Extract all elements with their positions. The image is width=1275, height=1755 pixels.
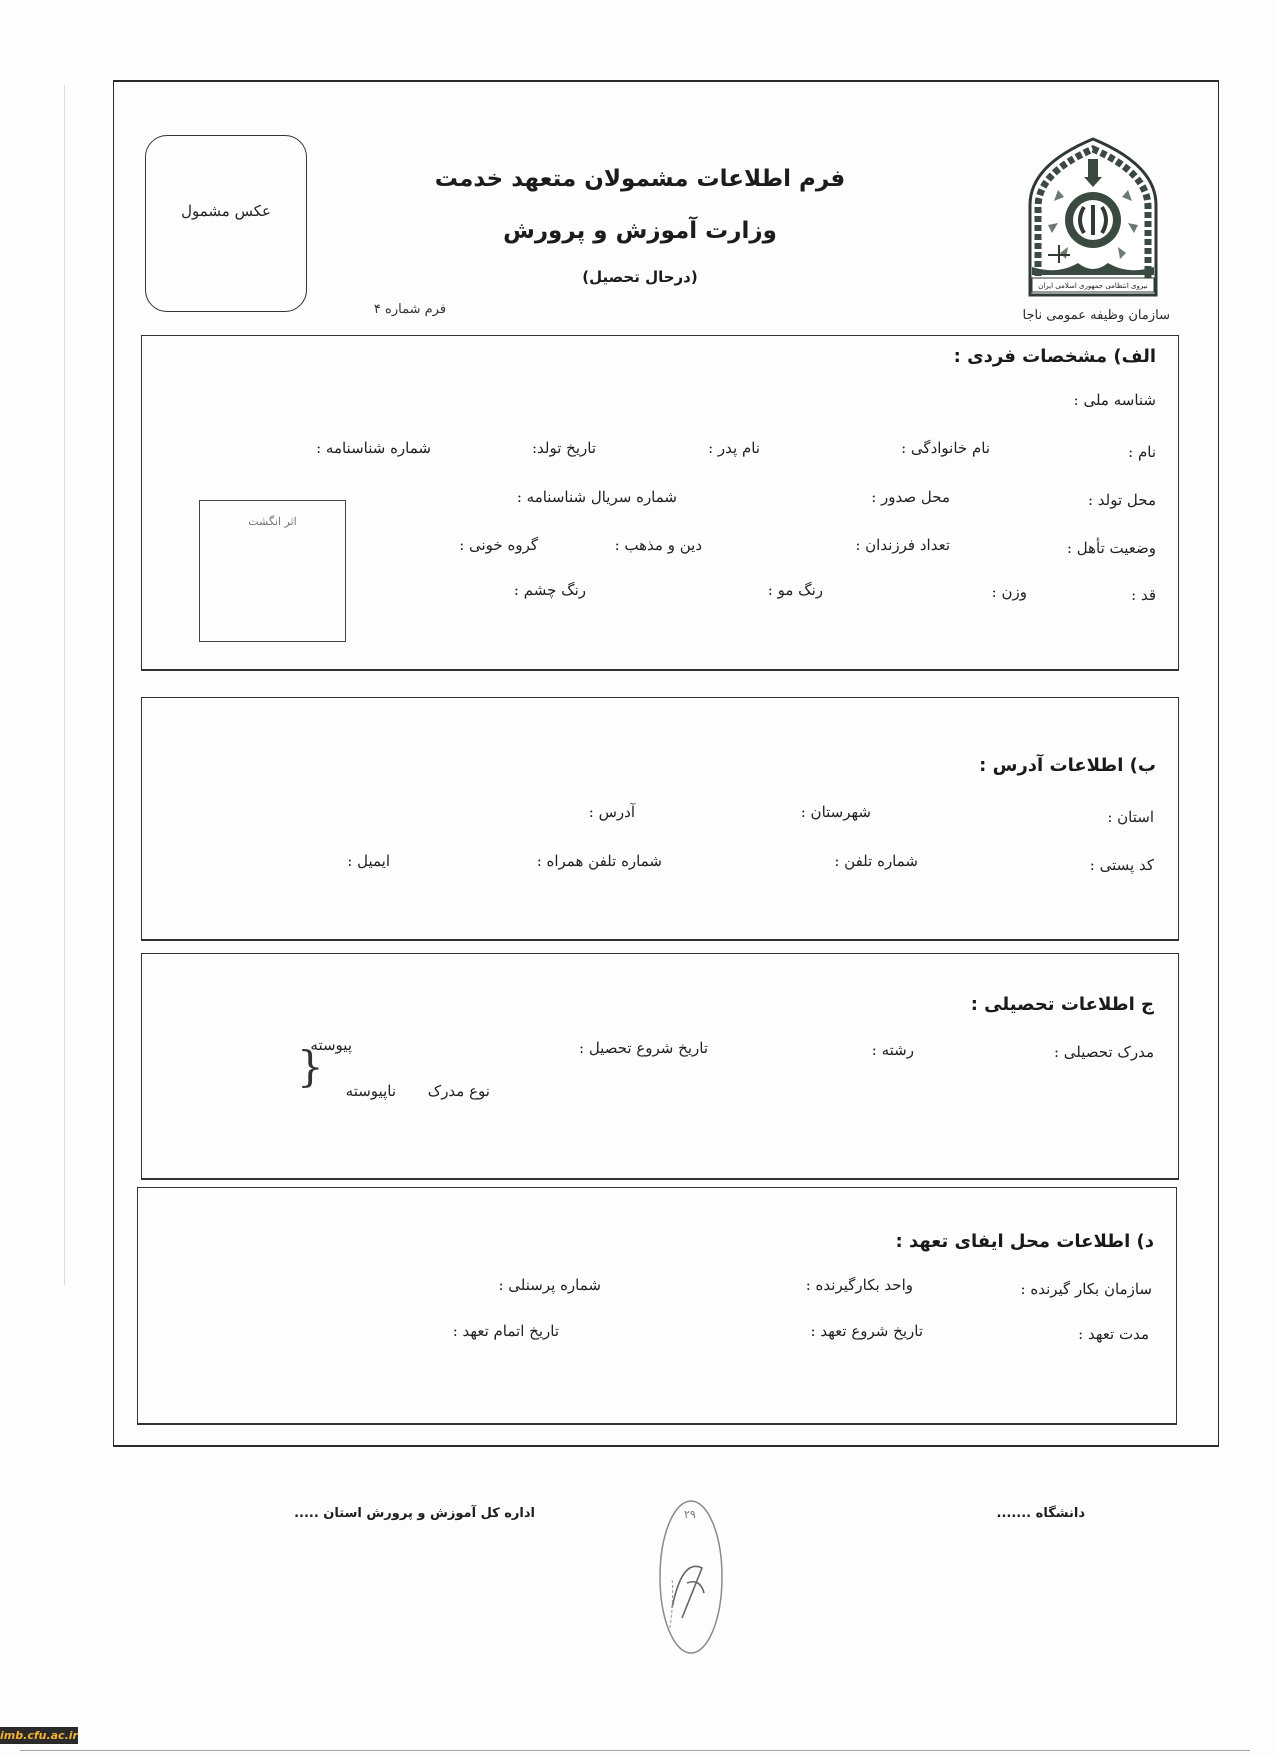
field-phone[interactable]: شماره تلفن : <box>834 852 918 870</box>
site-watermark: imb.cfu.ac.ir <box>0 1729 78 1742</box>
star-sun-icon <box>1065 192 1121 248</box>
university-signature-label: دانشگاه ....... <box>996 1506 1085 1521</box>
field-commitment-end[interactable]: تاریخ اتمام تعهد : <box>452 1322 559 1340</box>
field-father-name[interactable]: نام پدر : <box>708 439 760 457</box>
photo-label: عکس مشمول <box>181 202 271 220</box>
section-c-title: ج اطلاعات تحصیلی : <box>970 994 1154 1015</box>
page-bottom-line <box>20 1750 1250 1751</box>
section-personal-info <box>141 335 1179 671</box>
field-hair-color[interactable]: رنگ مو : <box>767 581 823 599</box>
field-height[interactable]: قد : <box>1131 586 1156 604</box>
option-continuous[interactable]: پیوسته <box>310 1036 352 1054</box>
section-commitment-info <box>137 1187 1177 1425</box>
field-eye-color[interactable]: رنگ چشم : <box>513 581 586 599</box>
field-id-serial[interactable]: شماره سریال شناسنامه : <box>516 488 677 506</box>
field-commitment-duration[interactable]: مدت تعهد : <box>1078 1325 1149 1343</box>
field-postal-code[interactable]: کد پستی : <box>1089 856 1154 874</box>
field-religion[interactable]: دین و مذهب : <box>614 536 702 554</box>
form-title: فرم اطلاعات مشمولان متعهد خدمت <box>434 166 846 192</box>
fingerprint-box <box>199 500 346 642</box>
scan-edge-line <box>64 85 65 1285</box>
section-d-title: د) اطلاعات محل ایفای تعهد : <box>895 1231 1154 1252</box>
education-office-signature-label: اداره کل آموزش و پرورش استان ..... <box>294 1506 535 1521</box>
field-weight[interactable]: وزن : <box>991 583 1027 601</box>
section-education-info <box>141 953 1179 1180</box>
field-employer-unit[interactable]: واحد بکارگیرنده : <box>805 1276 913 1294</box>
field-degree[interactable]: مدرک تحصیلی : <box>1053 1043 1154 1061</box>
field-marital-status[interactable]: وضعیت تأهل : <box>1066 539 1156 557</box>
option-discontinuous[interactable]: ناپیوسته <box>345 1082 396 1100</box>
signature-scribble <box>672 1566 704 1618</box>
section-b-title: ب) اطلاعات آدرس : <box>979 755 1156 776</box>
form-subtitle: (درحال تحصیل) <box>582 268 698 286</box>
ministry-title: وزارت آموزش و پرورش <box>503 218 777 244</box>
section-a-title: الف) مشخصات فردی : <box>953 346 1156 367</box>
brace-icon: } <box>297 1042 324 1091</box>
applicant-photo-box <box>145 135 307 312</box>
section-address-info <box>141 697 1179 941</box>
emblem-bottom-text: نیروی انتظامی جمهوری اسلامی ایران <box>1038 282 1148 290</box>
field-degree-type: نوع مدرک <box>427 1082 490 1100</box>
field-id-number[interactable]: شماره شناسنامه : <box>316 439 431 457</box>
field-issue-place[interactable]: محل صدور : <box>871 488 950 506</box>
field-address[interactable]: آدرس : <box>588 803 635 821</box>
field-major[interactable]: رشته : <box>871 1041 914 1059</box>
field-province[interactable]: استان : <box>1107 808 1154 826</box>
field-personnel-number[interactable]: شماره پرسنلی : <box>498 1276 601 1294</box>
official-stamp <box>612 1498 770 1656</box>
field-mobile[interactable]: شماره تلفن همراه : <box>536 852 662 870</box>
field-children-count[interactable]: تعداد فرزندان : <box>855 536 950 554</box>
emblem-caption: سازمان وظیفه عمومی ناجا <box>1022 308 1170 323</box>
field-birth-date[interactable]: تاریخ تولد: <box>531 439 596 457</box>
field-city[interactable]: شهرستان : <box>800 803 871 821</box>
field-first-name[interactable]: نام : <box>1128 443 1156 461</box>
field-education-start-date[interactable]: تاریخ شروع تحصیل : <box>579 1039 708 1057</box>
fingerprint-label: اثر انگشت <box>248 515 297 528</box>
field-employer-org[interactable]: سازمان بکار گیرنده : <box>1020 1280 1152 1298</box>
stamp-number: ۲۹ <box>684 1508 696 1521</box>
field-email[interactable]: ایمیل : <box>347 852 390 870</box>
field-birth-place[interactable]: محل تولد : <box>1087 491 1156 509</box>
field-blood-type[interactable]: گروه خونی : <box>459 536 538 554</box>
police-emblem-logo <box>1018 135 1168 297</box>
form-number: فرم شماره ۴ <box>373 302 447 317</box>
field-last-name[interactable]: نام خانوادگی : <box>901 439 990 457</box>
field-national-id[interactable]: شناسه ملی : <box>1073 391 1156 409</box>
field-commitment-start[interactable]: تاریخ شروع تعهد : <box>810 1322 923 1340</box>
